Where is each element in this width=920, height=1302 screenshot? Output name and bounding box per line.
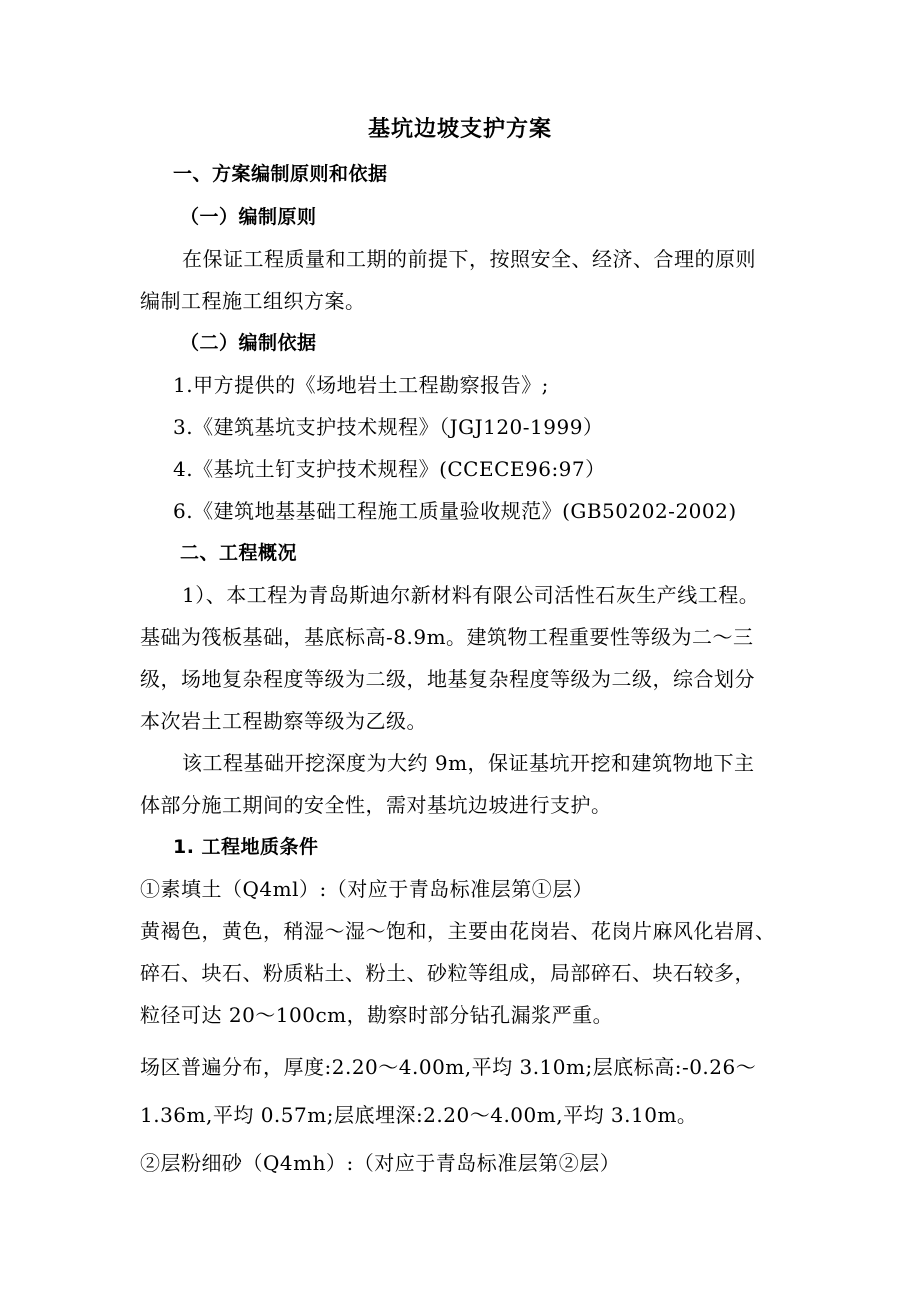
overview-text-line: 本次岩土工程勘察等级为乙级。 [140,709,427,733]
layer1-desc-line: 黄褐色，黄色，稍湿～湿～饱和，主要由花岗岩、花岗片麻风化岩屑、 [140,919,776,943]
layer1-heading: ①素填土（Q4ml）:（对应于青岛标准层第①层） [140,877,594,901]
overview-text-line: 基础为筏板基础，基底标高-8.9m。建筑物工程重要性等级为二～三 [140,625,754,649]
geology-heading: 1. 工程地质条件 [173,836,319,858]
overview-text-line: 体部分施工期间的安全性，需对基坑边坡进行支护。 [140,793,612,817]
subsection-heading-basis: （二）编制依据 [180,332,317,354]
basis-item: 1.甲方提供的《场地岩土工程勘察报告》; [173,373,549,397]
layer1-desc-line: 碎石、块石、粉质粘土、粉土、砂粒等组成，局部碎石、块石较多， [140,961,755,985]
layer1-dist-line: 1.36m,平均 0.57m;层底埋深:2.20～4.00m,平均 3.10m。 [140,1103,698,1127]
layer2-heading: ②层粉细砂（Q4mh）:（对应于青岛标准层第②层） [140,1151,621,1175]
basis-item: 3.《建筑基坑支护技术规程》（JGJ120-1999） [173,415,604,439]
overview-text-line: 该工程基础开挖深度为大约 9m，保证基坑开挖和建筑物地下主 [182,751,755,775]
section-heading-principles: 一、方案编制原则和依据 [173,163,388,185]
basis-item: 6.《建筑地基基础工程施工质量验收规范》(GB50202-2002) [173,499,737,523]
subsection-heading-principle: （一）编制原则 [180,206,317,228]
page-title: 基坑边坡支护方案 [367,117,552,142]
principle-text-line: 在保证工程质量和工期的前提下，按照安全、经济、合理的原则 [182,247,756,271]
principle-text-line: 编制工程施工组织方案。 [140,289,366,313]
overview-text-line: 级，场地复杂程度等级为二级，地基复杂程度等级为二级，综合划分 [140,667,755,691]
layer1-desc-line: 粒径可达 20～100cm，勘察时部分钻孔漏浆严重。 [140,1003,614,1027]
section-heading-overview: 二、工程概况 [180,542,298,564]
layer1-dist-line: 场区普遍分布，厚度:2.20～4.00m,平均 3.10m;层底标高:-0.26～ [140,1055,757,1079]
overview-text-line: 1）、本工程为青岛斯迪尔新材料有限公司活性石灰生产线工程。 [182,583,760,607]
basis-item: 4.《基坑土钉支护技术规程》(CCECE96:97） [173,457,606,481]
